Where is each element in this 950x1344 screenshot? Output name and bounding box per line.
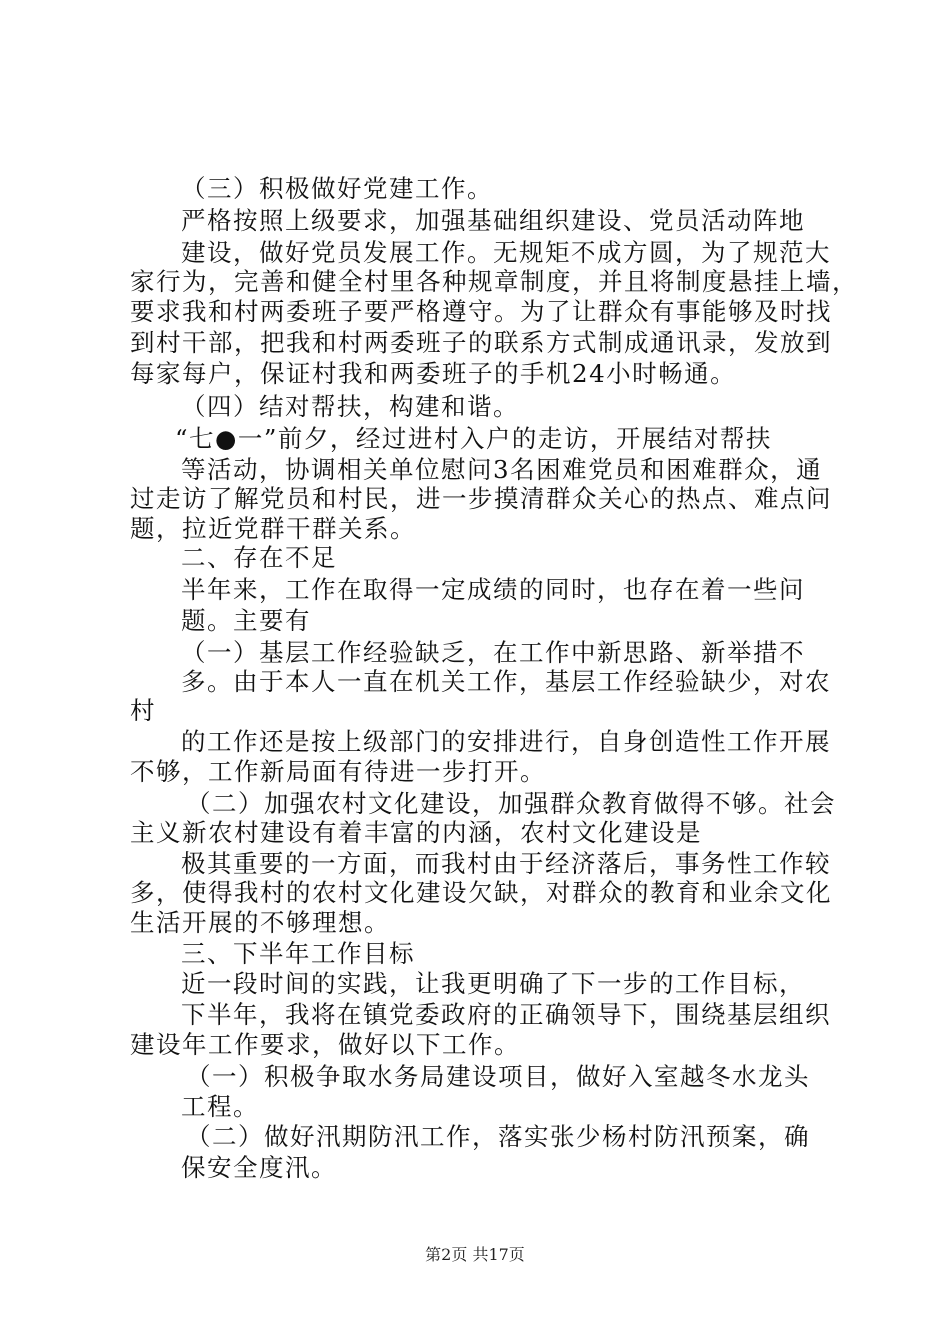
page-number-footer: 第2页 共17页 (425, 1245, 525, 1264)
paragraph-line: 的工作还是按上级部门的安排进行，自身创造性工作开展 (181, 727, 831, 756)
paragraph-line: “七●一”前夕，经过进村入户的走访，开展结对帮扶 (175, 424, 772, 453)
paragraph-line: 题，拉近党群干群关系。 (130, 514, 416, 543)
section-heading-party-building: （三）积极做好党建工作。 (181, 174, 493, 203)
paragraph-line: 保安全度汛。 (181, 1153, 337, 1182)
paragraph-line: 多。由于本人一直在机关工作，基层工作经验缺少，对农 (181, 667, 831, 696)
paragraph-line: 主义新农村建设有着丰富的内涵，农村文化建设是 (130, 818, 702, 847)
paragraph-line: 下半年，我将在镇党委政府的正确领导下，围绕基层组织 (181, 1000, 831, 1029)
paragraph-line: 不够，工作新局面有待进一步打开。 (130, 757, 546, 786)
paragraph-line: 严格按照上级要求，加强基础组织建设、党员活动阵地 (181, 206, 805, 235)
paragraph-line: 过走访了解党员和村民，进一步摸清群众关心的热点、难点问 (130, 484, 832, 513)
paragraph-line: 家行为，完善和健全村里各种规章制度，并且将制度悬挂上墙， (130, 267, 858, 296)
paragraph-line: 题。主要有 (181, 606, 311, 635)
section-heading-second-half-goals: 三、下半年工作目标 (181, 939, 415, 968)
paragraph-line: 要求我和村两委班子要严格遵守。为了让群众有事能够及时找 (130, 297, 832, 326)
paragraph-line: 村 (130, 696, 156, 725)
paragraph-line: 近一段时间的实践，让我更明确了下一步的工作目标， (181, 969, 805, 998)
paragraph-line: 半年来，工作在取得一定成绩的同时，也存在着一些问 (181, 575, 805, 604)
paragraph-line: 每家每户，保证村我和两委班子的手机24小时畅通。 (130, 359, 737, 388)
paragraph-line: 极其重要的一方面，而我村由于经济落后，事务性工作较 (181, 849, 831, 878)
subsection-heading: （一）基层工作经验缺乏，在工作中新思路、新举措不 (181, 638, 805, 667)
paragraph-line: 建设，做好党员发展工作。无规矩不成方圆，为了规范大 (181, 238, 831, 267)
paragraph-line: 工程。 (181, 1092, 259, 1121)
paragraph-line: 多，使得我村的农村文化建设欠缺，对群众的教育和业余文化 (130, 878, 832, 907)
subsection-heading: （二）做好汛期防汛工作，落实张少杨村防汛预案，确 (186, 1122, 810, 1151)
subsection-heading: （一）积极争取水务局建设项目，做好入室越冬水龙头 (186, 1062, 810, 1091)
subsection-heading: （二）加强农村文化建设，加强群众教育做得不够。社会 (186, 789, 836, 818)
paragraph-line: 生活开展的不够理想。 (130, 908, 390, 937)
section-heading-shortcomings: 二、存在不足 (181, 543, 337, 572)
section-heading-pairing-support: （四）结对帮扶，构建和谐。 (181, 392, 519, 421)
paragraph-line: 建设年工作要求，做好以下工作。 (130, 1030, 520, 1059)
paragraph-line: 等活动，协调相关单位慰问3名困难党员和困难群众，通 (181, 455, 823, 484)
paragraph-line: 到村干部，把我和村两委班子的联系方式制成通讯录，发放到 (130, 328, 832, 357)
